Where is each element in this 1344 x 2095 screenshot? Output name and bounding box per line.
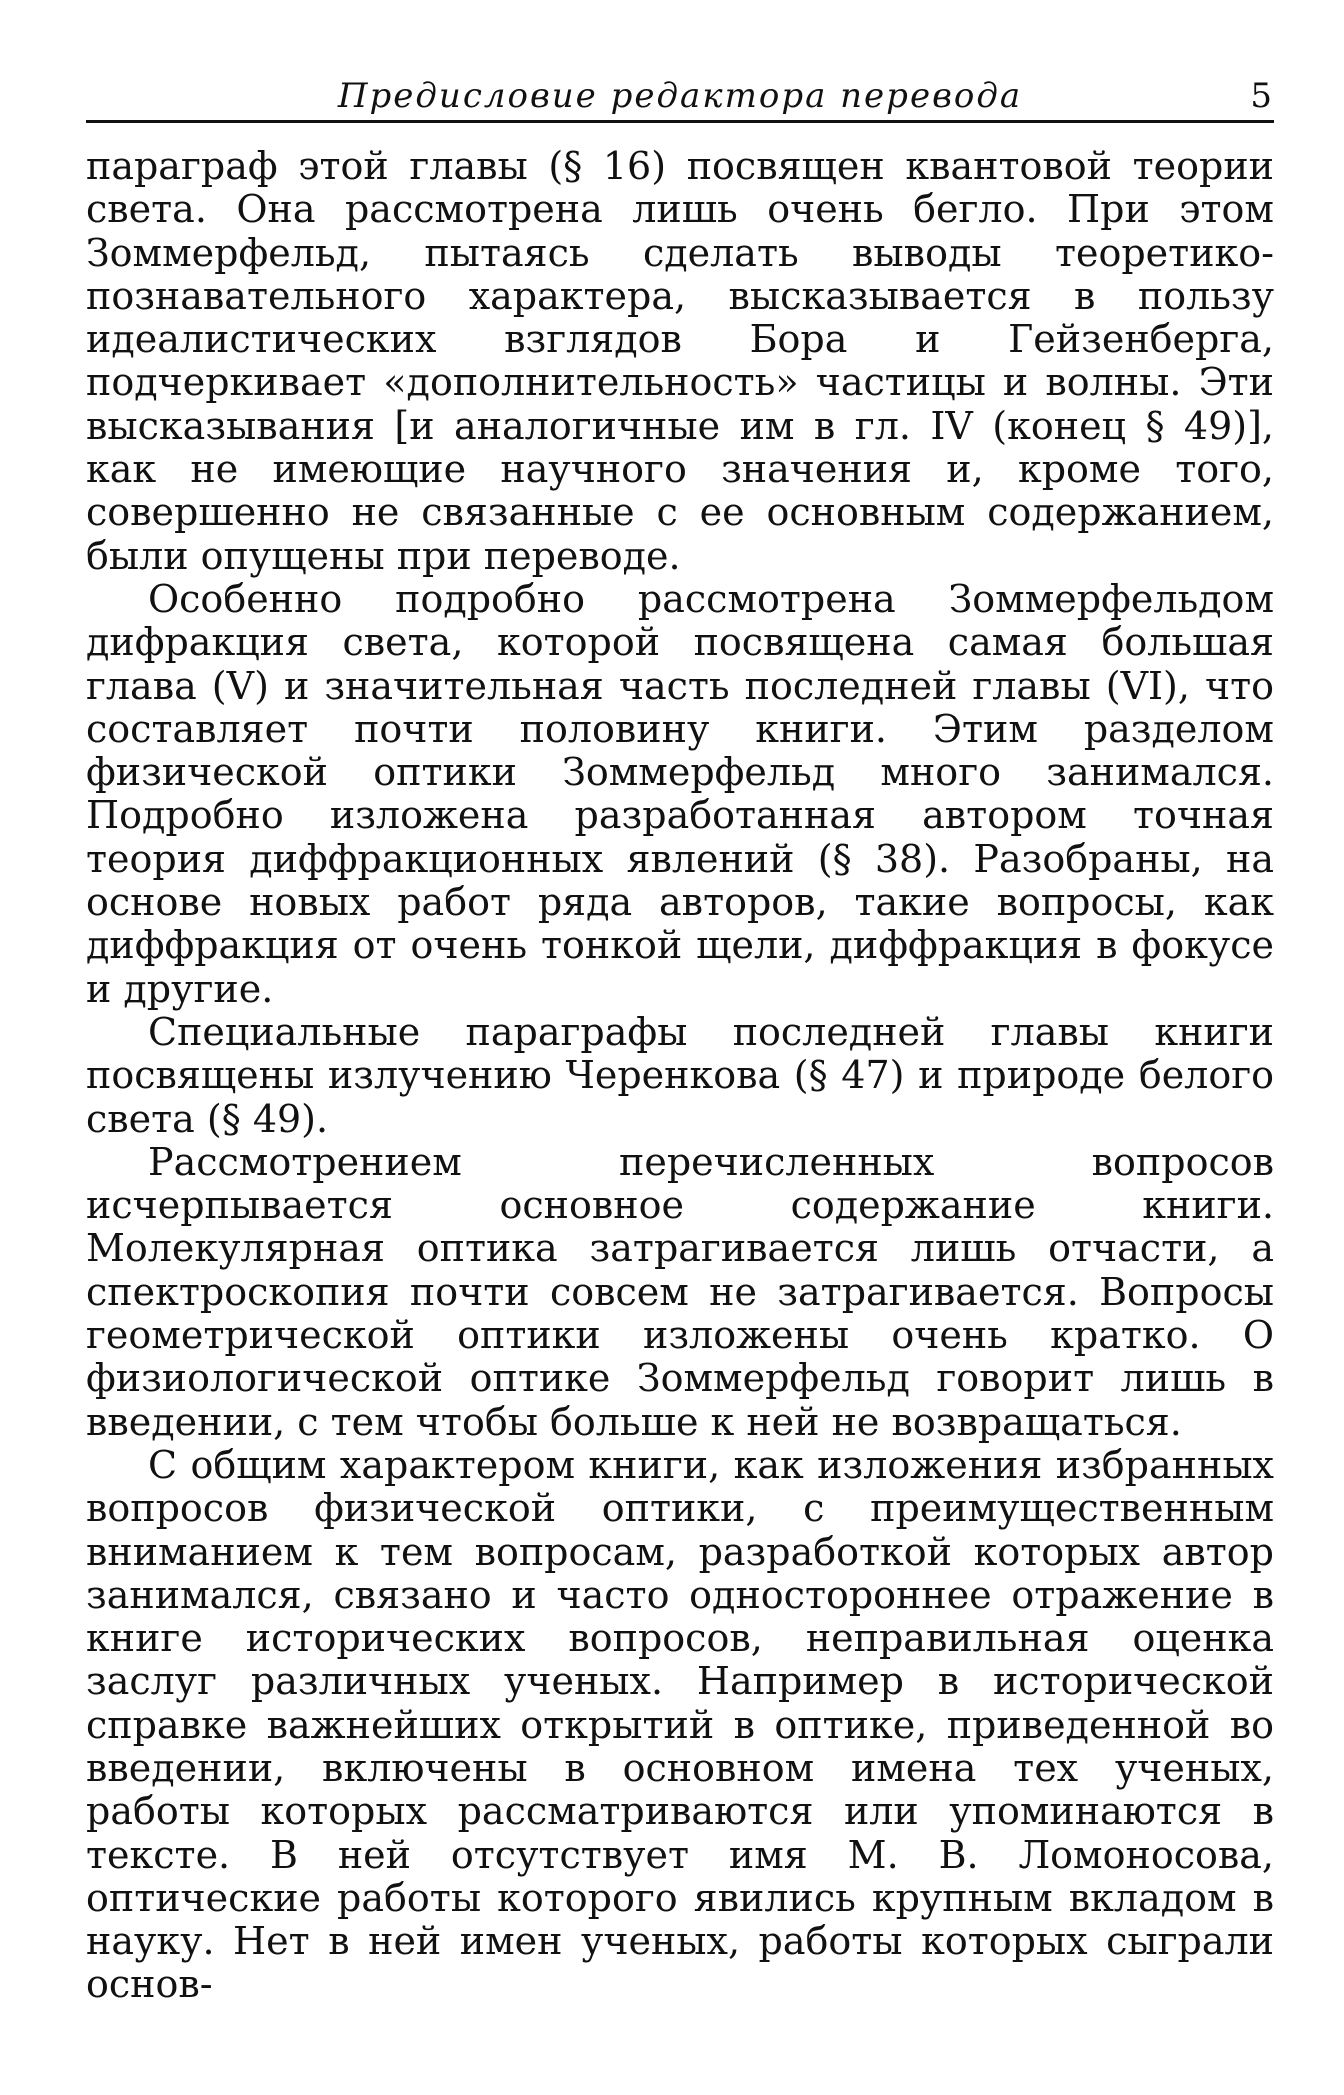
- paragraph-2: Особенно подробно рассмотрена Зоммерфельдом дифракция света, которой посвящена самая большая глава (V) и значительная часть последней главы (VI), что составляет почти половину книги. Этим разделом физической оптики Зоммерфельд много занимался. Подробно изложена разработанная автором точная теория диффракционных явлений (§ 38). Разобраны, на основе новых работ ряда авторов, такие вопросы, как диффракция от очень тонкой щели, диффракция в фокусе и другие.: [86, 576, 1274, 1011]
- running-title: Предисловие редактора перевода: [337, 76, 1023, 116]
- body-text: [86, 145, 1274, 2007]
- paragraph-3: Специальные параграфы последней главы книги посвящены излучению Черенкова (§ 47) и природе белого света (§ 49).: [86, 1009, 1274, 1141]
- running-header: [86, 60, 1274, 123]
- paragraph-5: С общим характером книги, как изложения избранных вопросов физической оптики, с преимущественным вниманием к тем вопросам, разработкой которых автор занимался, связано и часто одностороннее отражение в книге исторических вопросов, неправильная оценка заслуг различных ученых. Например в исторической справке важнейших открытий в оптике, приведенной во введении, включены в основном имена тех ученых, работы которых рассматриваются или упоминаются в тексте. В ней отсутствует имя М. В. Ломоносова, оптические работы которого явились крупным вкладом в науку. Нет в ней имен ученых, работы которых сыграли основ-: [86, 1442, 1274, 2007]
- paragraph-4: Рассмотрением перечисленных вопросов исчерпывается основное содержание книги. Молекулярная оптика затрагивается лишь отчасти, а спектроскопия почти совсем не затрагивается. Вопросы геометрической оптики изложены очень кратко. О физиологической оптике Зоммерфельд говорит лишь в введении, с тем чтобы больше к ней не возвращаться.: [86, 1139, 1274, 1444]
- paragraph-1: параграф этой главы (§ 16) посвящен квантовой теории света. Она рассмотрена лишь очень бегло. При этом Зоммерфельд, пытаясь сделать выводы теоретико-познавательного характера, высказывается в пользу идеалистических взглядов Бора и Гейзенберга, подчеркивает «дополнительность» частицы и волны. Эти высказывания [и аналогичные им в гл. IV (конец § 49)], как не имеющие научного значения и, кроме того, совершенно не связанные с ее основным содержанием, были опущены при переводе.: [86, 144, 1274, 578]
- book-page: [86, 60, 1274, 2007]
- page-number: 5: [1250, 76, 1272, 116]
